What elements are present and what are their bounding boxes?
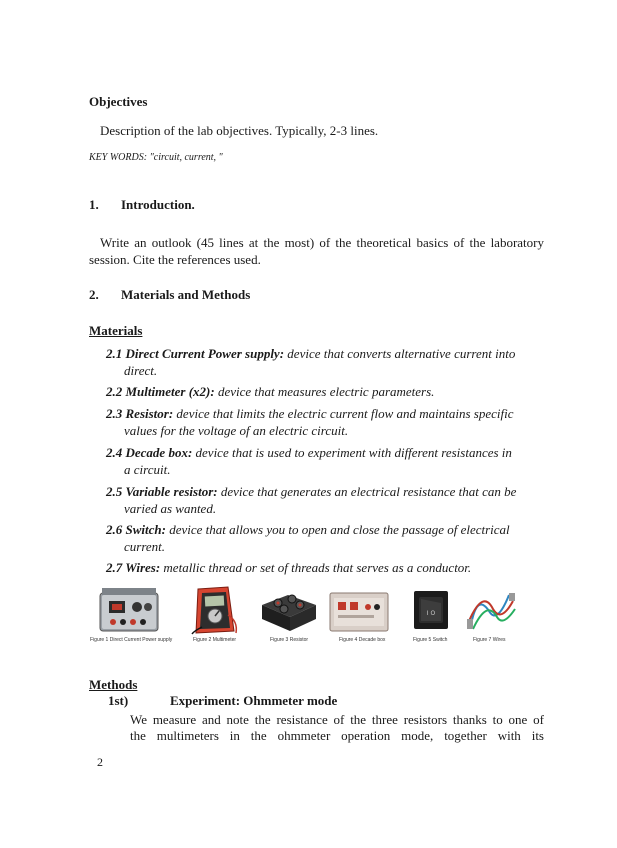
material-item: 2.3 Resistor: device that limits the electric current flow and maintains specific values for the voltage of an electric circuit. (106, 406, 514, 438)
wires-image (463, 585, 519, 635)
material-item: 2.2 Multimeter (x2): device that measures electric parameters. (106, 384, 435, 399)
material-item: 2.4 Decade box: device that is used to experiment with different resistances in a circuit. (106, 445, 512, 477)
keywords-value: "circuit, current, " (149, 152, 223, 163)
introduction-number: 1. (89, 197, 99, 212)
keywords-line (89, 152, 223, 163)
materials-methods-heading: Materials and Methods (121, 287, 251, 302)
multimeter-image (188, 585, 240, 635)
material-item: 2.6 Switch: device that allows you to open and close the passage of electrical current. (106, 522, 510, 554)
materials-heading: Materials (89, 323, 143, 338)
methods-text-line1: We measure and note the resistance of the three resistors thanks to one of (130, 712, 544, 727)
decade-box-image (328, 585, 390, 635)
material-item: 2.7 Wires: metallic thread or set of threads that serves as a conductor. (106, 560, 472, 575)
materials-methods-number: 2. (89, 287, 99, 302)
figure-caption: Figure 2 Multimeter (193, 637, 237, 643)
objectives-heading: Objectives (89, 94, 148, 109)
material-item: 2.5 Variable resistor: device that generates an electrical resistance that can be varied as wanted. (106, 484, 517, 516)
introduction-text: Write an outlook (45 lines at the most) of the theoretical basics of the laboratory session. Cite the references used. (89, 235, 544, 267)
experiment-title: Experiment: Ohmmeter mode (170, 693, 338, 708)
power-supply-image (97, 585, 163, 635)
svg-text:I O: I O (426, 610, 436, 617)
introduction-heading: Introduction. (121, 197, 195, 212)
experiment-number: 1st) (108, 693, 129, 708)
figure-caption: Figure 1 Direct Current Power supply (90, 637, 173, 643)
page-number: 2 (97, 755, 103, 769)
resistor-box-image (258, 585, 320, 635)
methods-text-line2: the multimeters in the ohmmeter operation mode, together with its (130, 728, 544, 743)
figure-caption: Figure 3 Resistor (270, 637, 309, 643)
material-item: 2.1 Direct Current Power supply: device that converts alternative current into direct. (106, 346, 516, 378)
figure-caption: Figure 7 Wires (473, 637, 506, 643)
figure-caption: Figure 4 Decade box (339, 637, 386, 643)
switch-image (408, 585, 454, 635)
objectives-description: Description of the lab objectives. Typically, 2-3 lines. (100, 123, 379, 138)
methods-heading: Methods (89, 677, 138, 692)
figure-caption: Figure 5 Switch (413, 637, 448, 643)
keywords-label: KEY WORDS: (89, 152, 150, 163)
